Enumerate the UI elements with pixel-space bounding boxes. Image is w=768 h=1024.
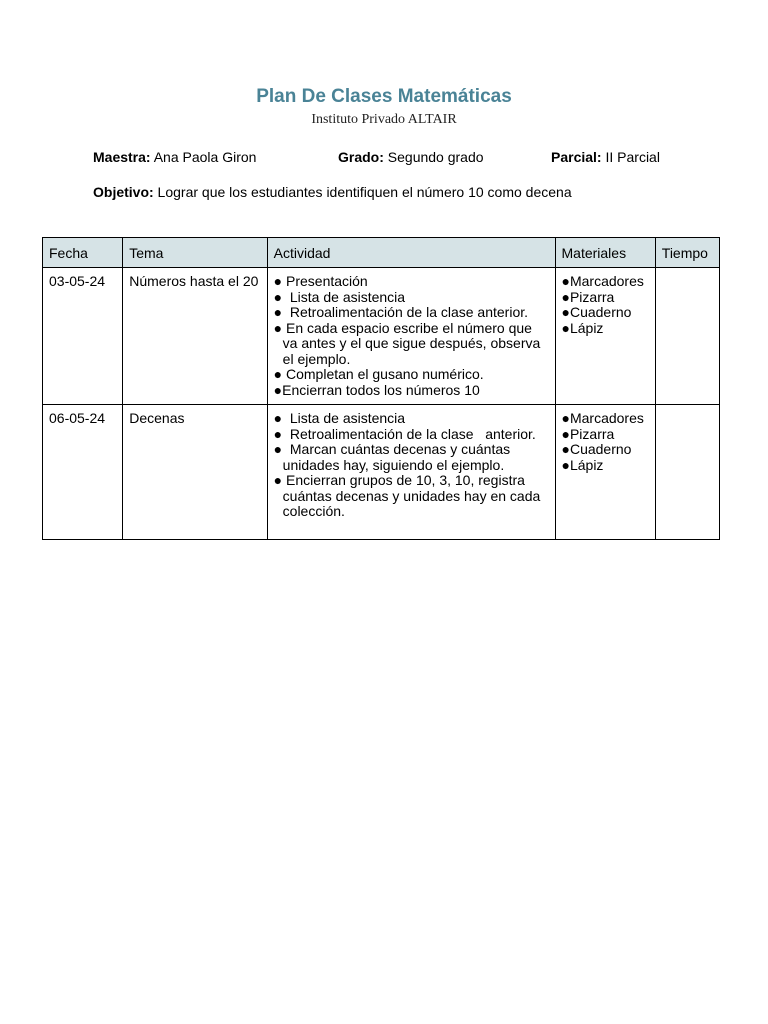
- activity-item-continuation: va antes y el que sigue después, observa: [282, 335, 541, 351]
- teacher-info: [93, 149, 256, 165]
- activity-item: ● Retroalimentación de la clase anterior.: [273, 425, 536, 442]
- activity-item: ● Presentación: [273, 273, 368, 289]
- term-label: Parcial:: [551, 149, 602, 165]
- material-item: ●Lápiz: [561, 319, 604, 336]
- teacher-label: Maestra:: [93, 149, 151, 165]
- cell-actividad: [267, 405, 555, 540]
- activity-item: ● Lista de asistencia: [273, 410, 406, 426]
- objective-value: Lograr que los estudiantes identifiquen el número 10 como decena: [153, 184, 572, 200]
- material-item: ●Marcadores: [561, 410, 644, 426]
- material-item: ●Pizarra: [561, 425, 615, 442]
- objective: [93, 184, 572, 200]
- activity-item-continuation: el ejemplo.: [282, 350, 351, 367]
- term-value: II Parcial: [601, 149, 660, 165]
- header-actividad: Actividad: [267, 238, 555, 268]
- cell-tema: Decenas: [123, 405, 267, 540]
- activity-item-continuation: cuántas decenas y unidades hay en cada: [282, 487, 541, 504]
- activity-item: ● Marcan cuántas decenas y cuántas: [273, 441, 511, 457]
- cell-fecha: 06-05-24: [43, 405, 123, 540]
- activity-item: ●Encierran todos los números 10: [273, 381, 480, 398]
- cell-actividad: [267, 268, 555, 405]
- table-row: [43, 405, 720, 540]
- teacher-value: Ana Paola Giron: [150, 149, 257, 165]
- header-tema: Tema: [123, 238, 267, 268]
- activity-item: ● Completan el gusano numérico.: [273, 366, 484, 382]
- term-info: [551, 149, 660, 165]
- activity-item-continuation: unidades hay, siguiendo el ejemplo.: [282, 456, 505, 473]
- document-title: Plan De Clases Matemáticas: [256, 86, 512, 107]
- cell-tiempo: [655, 405, 719, 540]
- activity-item: ● En cada espacio escribe el número que: [273, 319, 532, 336]
- activity-item: ● Lista de asistencia: [273, 288, 406, 305]
- cell-tema: Números hasta el 20: [123, 268, 267, 405]
- activity-item-continuation: colección.: [282, 503, 345, 519]
- material-item: ●Pizarra: [561, 288, 615, 305]
- cell-tiempo: [655, 268, 719, 405]
- material-item: ●Lápiz: [561, 456, 604, 473]
- cell-materiales: [555, 405, 655, 540]
- cell-materiales: [555, 268, 655, 405]
- cell-fecha: 03-05-24: [43, 268, 123, 405]
- table-header-row: [43, 238, 720, 268]
- grade-info: [338, 149, 484, 165]
- header-materiales: Materiales: [555, 238, 655, 268]
- grade-value: Segundo grado: [383, 149, 484, 165]
- header-tiempo: Tiempo: [655, 238, 719, 268]
- table-row: [43, 268, 720, 405]
- activity-item: ● Retroalimentación de la clase anterior.: [273, 304, 529, 320]
- header-fecha: Fecha: [43, 238, 123, 268]
- grade-label: Grado:: [338, 149, 384, 165]
- material-item: ●Cuaderno: [561, 304, 632, 320]
- activity-item: ● Encierran grupos de 10, 3, 10, registra: [273, 472, 525, 488]
- institution-name: Instituto Privado ALTAIR: [311, 112, 457, 127]
- material-item: ●Cuaderno: [561, 441, 632, 457]
- material-item: ●Marcadores: [561, 273, 644, 289]
- objective-label: Objetivo:: [93, 184, 154, 200]
- lesson-plan-table: [42, 237, 720, 540]
